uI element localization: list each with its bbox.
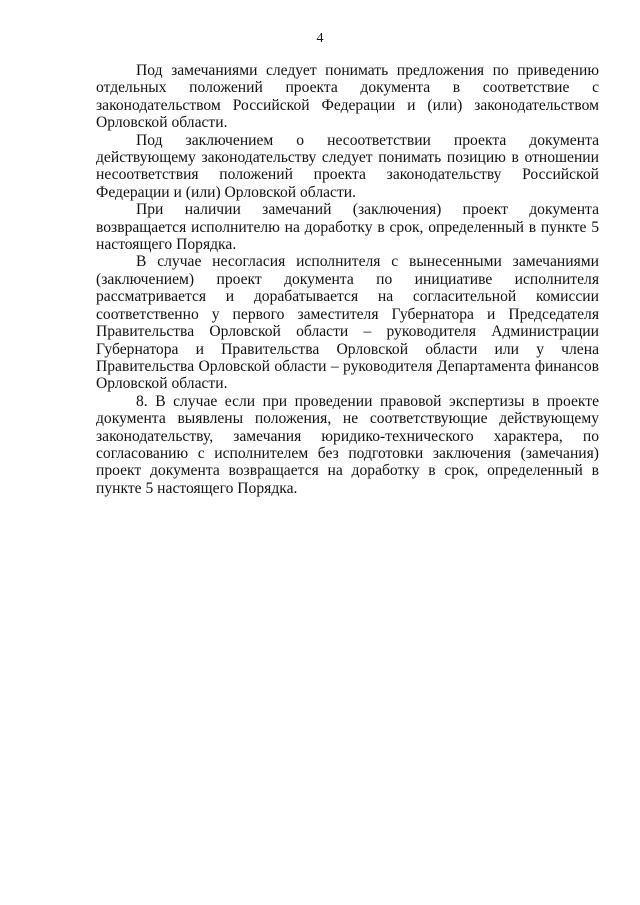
paragraph-return-for-revision: При наличии замечаний (заключения) проект документа возвращается исполнителю на доработку в срок, определенный в пункте 5 настоящего Порядка. xyxy=(96,201,599,254)
paragraph-disagreement-commission: В случае несогласия исполнителя с вынесенными замечаниями (заключением) проект документа по инициативе исполнителя рассматривается и дорабатывается на согласительной комиссии соответственно у первого заместителя Губернатора и Председателя Правительства Орловской области – руководителя Администрации Губернатора и Правительства Орловской области или у члена Правительства Орловской области – руководителя Департамента финансов Орловской области. xyxy=(96,253,599,393)
paragraph-conclusion-definition: Под заключением о несоответствии проекта документа действующему законодательству следует понимать позицию в отношении несоответствия положений проекта законодательству Российской Федерации и (или) Орловской области. xyxy=(96,131,599,201)
paragraph-item-8: 8. В случае если при проведении правовой экспертизы в проекте документа выявлены положения, не соответствующие действующему законодательству, замечания юридико-технического характера, по согласованию с исполнителем без подготовки заключения (замечания) проект документа возвращается на доработку в срок, определенный в пункте 5 настоящего Порядка. xyxy=(96,392,599,497)
document-body xyxy=(96,62,599,497)
page-number: 4 xyxy=(316,31,324,46)
paragraph-remarks-definition: Под замечаниями следует понимать предложения по приведению отдельных положений проекта документа в соответствие с законодательством Российской Федерации и (или) законодательством Орловской области. xyxy=(96,62,599,132)
